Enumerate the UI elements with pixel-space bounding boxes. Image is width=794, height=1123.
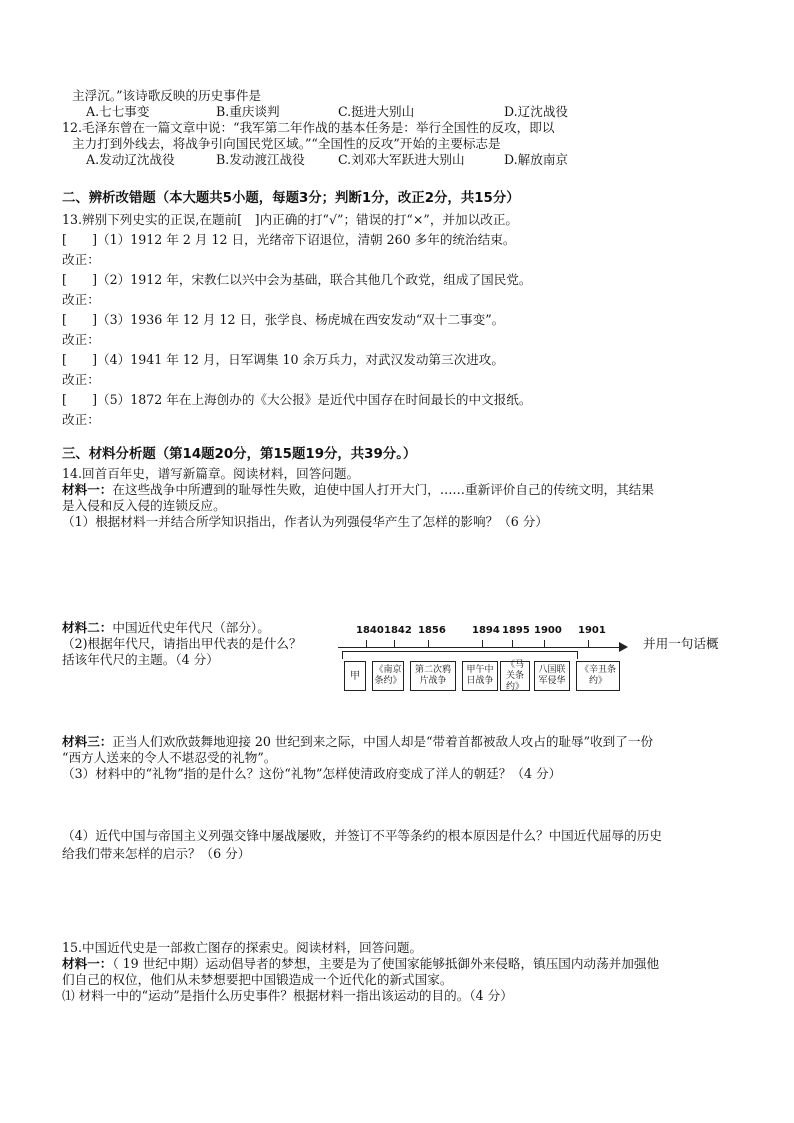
q14-question-1: （1）根据材料一并结合所学知识指出，作者认为列强侵华产生了怎样的影响？（6 分）: [62, 514, 548, 529]
q11-option-b: B.重庆谈判: [216, 104, 280, 119]
timeline-axis: [338, 647, 623, 648]
chronology-timeline: [338, 625, 638, 705]
timeline-year-1901: 1901: [578, 625, 606, 636]
q11-tail: 主浮沉。”该诗歌反映的历史事件是: [72, 88, 262, 103]
q13-item-5: [ ]（5）1872 年在上海创办的《大公报》是近代中国存在时间最长的中文报纸。: [62, 392, 532, 407]
q13-correction-4: 改正：: [62, 372, 100, 387]
q12-option-a: A.发动辽沈战役: [86, 152, 175, 167]
q12-options: [86, 152, 606, 168]
timeline-box-boxer-protocol: 《辛丑条约》: [576, 661, 620, 691]
timeline-year-1840: 1840: [356, 625, 384, 636]
timeline-tick: [512, 640, 513, 648]
timeline-bracket: [342, 651, 578, 659]
q13-intro: 13.辨别下列史实的正误,在题前[ ]内正确的打“√”；错误的打“×”，并加以改正。: [62, 212, 519, 227]
material3-text: 正当人们欢欣鼓舞地迎接 20 世纪到来之际，中国人却是“带着首都被敌人攻占的耻辱”收到了一份: [112, 734, 654, 749]
q13-correction-5: 改正：: [62, 412, 100, 427]
timeline-year-1895: 1895: [502, 625, 530, 636]
timeline-arrow-icon: [619, 642, 628, 652]
timeline-tick: [428, 640, 429, 648]
material2-label: 材料二：: [62, 620, 113, 635]
q14-material1-line1: [62, 482, 654, 498]
q11-options: [86, 104, 606, 120]
q13-item-1: [ ]（1）1912 年 2 月 12 日，光绪帝下诏退位，清朝 260 多年的统治结束。: [62, 232, 516, 247]
q11-option-c: C.挺进大别山: [338, 104, 415, 119]
q15-intro: 15.中国近代史是一部救亡图存的探索史。阅读材料，回答问题。: [62, 940, 423, 955]
timeline-box-second-opium-war: 第二次鸦片战争: [410, 661, 456, 691]
q11-option-d: D.辽沈战役: [504, 104, 569, 119]
timeline-tick: [544, 640, 545, 648]
timeline-box-sino-japanese-war: 甲午中日战争: [462, 661, 498, 691]
q14-question-2-line1: （2)根据年代尺，请指出甲代表的是什么？: [62, 636, 302, 651]
material1-label: 材料一：: [62, 482, 113, 497]
q14-question-2-line2: 括该年代尺的主题。（4 分）: [62, 652, 219, 667]
q12-option-c: C.刘邓大军跃进大别山: [338, 152, 465, 167]
q12-option-d: D.解放南京: [504, 152, 569, 167]
q14-material2-line: [62, 620, 270, 636]
q14-question-2-right: 并用一句话概: [643, 636, 719, 651]
q15-material1-line2: 们自己的权位，他们从未梦想要把中国锻造成一个近代化的新式国家。: [62, 972, 453, 987]
timeline-year-1842: 1842: [384, 625, 412, 636]
timeline-year-1856: 1856: [418, 625, 446, 636]
timeline-box-eight-nation-alliance: 八国联军侵华: [534, 661, 570, 691]
q14-question-4-line2: 给我们带来怎样的启示？（6 分）: [62, 846, 251, 861]
q15-question-1: ⑴ 材料一中的“运动”是指什么历史事件？根据材料一指出该运动的目的。（4 分）: [62, 988, 513, 1003]
q12-option-b: B.发动渡江战役: [216, 152, 305, 167]
timeline-tick: [482, 640, 483, 648]
timeline-box-nanjing-treaty: 《南京条约》: [372, 661, 404, 691]
material2-text: 中国近代史年代尺（部分）。: [112, 620, 270, 635]
q14-material3-line1: [62, 734, 653, 750]
q13-item-4: [ ]（4）1941 年 12 月，日军调集 10 余万兵力，对武汉发动第三次进攻。: [62, 352, 504, 367]
q14-question-3: （3）材料中的“礼物”指的是什么？这份“礼物”怎样使清政府变成了洋人的朝廷？（4 分）: [62, 766, 562, 781]
q14-intro: 14.回首百年史，谱写新篇章。阅读材料，回答问题。: [62, 466, 360, 481]
q13-item-2: [ ]（2）1912 年，宋教仁以兴中会为基础，联合其他几个政党，组成了国民党。: [62, 272, 532, 287]
timeline-year-1894: 1894: [472, 625, 500, 636]
material1-text: 在这些战争中所遭到的耻辱性失败，迫使中国人打开大门，……重新评价自己的传统文明，其结果: [112, 482, 654, 497]
section2-heading: 二、辨析改错题（本大题共5小题，每题3分；判断1分，改正2分，共15分）: [62, 191, 520, 206]
timeline-box-jia: 甲: [344, 661, 366, 691]
q15-material1-text: （ 19 世纪中期）运动倡导者的梦想，主要是为了使国家能够抵御外来侵略，镇压国内动荡并加强他: [112, 956, 660, 971]
timeline-tick: [366, 640, 367, 648]
q14-material3-line2: “西方人送来的令人不堪忍受的礼物”。: [62, 750, 277, 765]
section3-heading: 三、材料分析题（第14题20分，第15题19分，共39分。）: [62, 447, 417, 462]
q15-material1-label: 材料一：: [62, 956, 113, 971]
q14-material1-line2: 是入侵和反入侵的连锁反应。: [62, 498, 226, 513]
q12-line2: 主力打到外线去，将战争引向国民党区域。”“全国性的反攻”开始的主要标志是: [72, 136, 501, 151]
timeline-tick: [588, 640, 589, 648]
q11-option-a: A.七七事变: [86, 104, 150, 119]
q13-correction-1: 改正：: [62, 252, 100, 267]
q14-question-4-line1: （4）近代中国与帝国主义列强交锋中屡战屡败，并签订不平等条约的根本原因是什么？中国近代屈辱的历史: [62, 828, 662, 843]
q15-material1-line1: [62, 956, 659, 972]
q12-line1: 12.毛泽东曾在一篇文章中说：“我军第二年作战的基本任务是：举行全国性的反攻，即以: [62, 120, 555, 135]
timeline-box-shimonoseki-treaty: 《马关条约》: [500, 661, 530, 691]
q13-correction-2: 改正：: [62, 292, 100, 307]
q13-item-3: [ ]（3）1936 年 12 月 12 日，张学良、杨虎城在西安发动“双十二事变”。: [62, 312, 505, 327]
q13-correction-3: 改正：: [62, 332, 100, 347]
timeline-tick: [394, 640, 395, 648]
timeline-year-1900: 1900: [534, 625, 562, 636]
material3-label: 材料三：: [62, 734, 113, 749]
